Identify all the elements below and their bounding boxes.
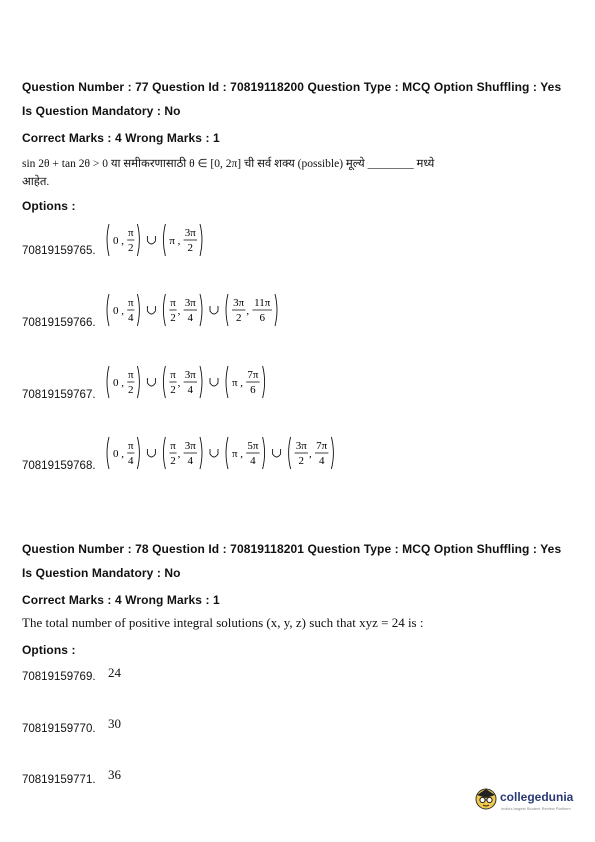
option-4-interval-3-right-paren bbox=[263, 437, 265, 469]
option-2-interval-2-lower-numerator: π bbox=[170, 297, 176, 309]
option-1-interval-1-left-paren bbox=[107, 224, 109, 256]
option-3-interval-2-lower-numerator: π bbox=[170, 369, 176, 381]
option-3-interval-2-lower-denominator: 2 bbox=[170, 384, 176, 396]
option-4-interval-4-comma: , bbox=[309, 448, 312, 460]
q78-option-3-value: 36 bbox=[108, 767, 121, 782]
option-2-interval-3-lower-denominator: 2 bbox=[235, 312, 242, 324]
option-4-interval-3-upper-numerator: 5π bbox=[247, 440, 259, 452]
q77-question-line2: आहेत. bbox=[22, 176, 50, 188]
option-3-interval-3-comma: , bbox=[240, 377, 243, 389]
option-1-interval-1-upper-numerator: π bbox=[128, 227, 134, 239]
option-2-interval-1-left-paren bbox=[107, 294, 109, 326]
q77-marks: Correct Marks : 4 Wrong Marks : 1 bbox=[22, 131, 220, 145]
option-4-interval-4-upper-numerator: 7π bbox=[316, 440, 328, 452]
option-3-interval-3-left-paren bbox=[226, 366, 228, 398]
union-symbol bbox=[210, 378, 218, 386]
q77-option-1-id: 70819159765. bbox=[22, 245, 96, 257]
option-1-interval-2-comma: , bbox=[177, 235, 181, 247]
q77-option-2-formula bbox=[103, 288, 583, 332]
option-2-interval-2-comma: , bbox=[177, 305, 181, 317]
collegedunia-logo bbox=[474, 786, 584, 816]
q77-option-2-id: 70819159766. bbox=[22, 317, 96, 329]
option-3-interval-1-left-paren bbox=[107, 366, 109, 398]
option-4-interval-3-lower-value: π bbox=[232, 448, 238, 460]
option-2-interval-3-right-paren bbox=[275, 294, 277, 326]
option-3-interval-1-comma: , bbox=[121, 377, 124, 389]
option-3-interval-2-right-paren bbox=[200, 366, 202, 398]
option-4-interval-2-comma: , bbox=[177, 448, 181, 460]
option-3-interval-2-upper-numerator: 3π bbox=[184, 369, 196, 381]
q77-options-label: Options : bbox=[22, 199, 76, 213]
union-symbol bbox=[147, 236, 155, 244]
option-4-interval-4-lower-numerator: 3π bbox=[295, 440, 307, 452]
q77-option-1-formula bbox=[103, 218, 583, 262]
union-symbol bbox=[210, 449, 218, 457]
union-symbol bbox=[273, 449, 281, 457]
option-1-interval-1-right-paren bbox=[137, 224, 139, 256]
q77-header-line1: Question Number : 77 Question Id : 70819118200 Question Type : MCQ Option Shuffling : Yes bbox=[22, 80, 562, 94]
option-2-interval-1-lower-value: 0 bbox=[113, 305, 119, 317]
q77-option-3-formula bbox=[103, 360, 583, 404]
option-4-interval-4-upper-denominator: 4 bbox=[318, 455, 325, 467]
option-1-interval-2-upper-numerator: 3π bbox=[184, 227, 196, 239]
option-2-interval-2-upper-numerator: 3π bbox=[184, 297, 196, 309]
option-2-interval-3-upper-denominator: 6 bbox=[259, 312, 265, 324]
option-3-interval-3-right-paren bbox=[263, 366, 265, 398]
option-3-interval-1-lower-value: 0 bbox=[113, 377, 119, 389]
option-4-interval-1-comma: , bbox=[121, 448, 124, 460]
option-2-interval-1-upper-numerator: π bbox=[128, 297, 134, 309]
logo-tagline: India's largest Student Review Platform bbox=[501, 806, 571, 811]
option-2-interval-2-left-paren bbox=[163, 294, 165, 326]
option-3-interval-1-right-paren bbox=[137, 366, 139, 398]
q77-header-line2: Is Question Mandatory : No bbox=[22, 104, 181, 118]
option-4-interval-2-right-paren bbox=[200, 437, 202, 469]
q78-option-3-id: 70819159771. bbox=[22, 774, 96, 786]
q77-option-4-formula bbox=[103, 431, 583, 475]
option-4-interval-4-right-paren bbox=[331, 437, 333, 469]
option-2-interval-3-upper-numerator: 11π bbox=[254, 297, 271, 309]
union-symbol bbox=[147, 449, 155, 457]
option-2-interval-1-right-paren bbox=[137, 294, 139, 326]
option-3-interval-2-upper-denominator: 4 bbox=[187, 384, 194, 396]
option-1-interval-2-lower-value: π bbox=[169, 235, 175, 247]
option-1-interval-1-comma: , bbox=[121, 235, 124, 247]
q78-marks: Correct Marks : 4 Wrong Marks : 1 bbox=[22, 593, 220, 607]
option-4-interval-4-lower-denominator: 2 bbox=[298, 455, 305, 467]
student-mascot-icon bbox=[474, 786, 498, 812]
q78-option-2-id: 70819159770. bbox=[22, 723, 96, 735]
q77-option-3-id: 70819159767. bbox=[22, 389, 96, 401]
option-2-interval-1-comma: , bbox=[121, 305, 124, 317]
option-4-interval-1-upper-denominator: 4 bbox=[128, 455, 134, 467]
option-4-interval-1-left-paren bbox=[107, 437, 109, 469]
q78-options-label: Options : bbox=[22, 643, 76, 657]
option-4-interval-1-right-paren bbox=[137, 437, 139, 469]
q78-option-1-value: 24 bbox=[108, 665, 121, 680]
union-symbol bbox=[147, 306, 155, 314]
q78-header-line2: Is Question Mandatory : No bbox=[22, 566, 181, 580]
option-4-interval-2-left-paren bbox=[163, 437, 165, 469]
union-symbol bbox=[147, 378, 155, 386]
option-3-interval-1-upper-denominator: 2 bbox=[128, 384, 134, 396]
option-1-interval-1-upper-denominator: 2 bbox=[128, 242, 134, 254]
option-3-interval-1-upper-numerator: π bbox=[128, 369, 134, 381]
option-1-interval-2-left-paren bbox=[163, 224, 165, 256]
option-1-interval-2-upper-denominator: 2 bbox=[187, 242, 194, 254]
option-2-interval-3-comma: , bbox=[246, 305, 250, 317]
option-2-interval-1-upper-denominator: 4 bbox=[128, 312, 134, 324]
option-1-interval-2-right-paren bbox=[200, 224, 202, 256]
option-2-interval-2-right-paren bbox=[200, 294, 202, 326]
option-3-interval-3-lower-value: π bbox=[232, 377, 238, 389]
option-3-interval-2-left-paren bbox=[163, 366, 165, 398]
option-4-interval-2-upper-denominator: 4 bbox=[187, 455, 194, 467]
q78-question: The total number of positive integral solutions (x, y, z) such that xyz = 24 is : bbox=[22, 615, 424, 630]
option-4-interval-4-left-paren bbox=[289, 437, 291, 469]
q78-option-1-id: 70819159769. bbox=[22, 671, 96, 683]
option-1-interval-1-lower-value: 0 bbox=[113, 235, 119, 247]
q78-header-line1: Question Number : 78 Question Id : 70819118201 Question Type : MCQ Option Shuffling : Yes bbox=[22, 542, 562, 556]
q77-question-line1: sin 2θ + tan 2θ > 0 या समीकरणासाठी θ ∈ [0, 2π] ची सर्व शक्य (possible) मूल्ये ________ मध्ये bbox=[22, 158, 435, 170]
q78-option-2-value: 30 bbox=[108, 716, 121, 731]
logo-name: collegedunia bbox=[500, 790, 574, 804]
option-4-interval-1-upper-numerator: π bbox=[128, 440, 134, 452]
union-symbol bbox=[210, 306, 218, 314]
option-3-interval-3-upper-denominator: 6 bbox=[250, 384, 256, 396]
option-3-interval-3-upper-numerator: 7π bbox=[247, 369, 259, 381]
option-2-interval-3-left-paren bbox=[226, 294, 228, 326]
option-2-interval-3-lower-numerator: 3π bbox=[233, 297, 245, 309]
option-4-interval-3-comma: , bbox=[240, 448, 243, 460]
q77-option-4-id: 70819159768. bbox=[22, 460, 96, 472]
option-4-interval-3-upper-denominator: 4 bbox=[250, 455, 256, 467]
option-4-interval-2-lower-denominator: 2 bbox=[170, 455, 176, 467]
option-2-interval-2-upper-denominator: 4 bbox=[187, 312, 194, 324]
option-4-interval-2-upper-numerator: 3π bbox=[184, 440, 196, 452]
option-4-interval-2-lower-numerator: π bbox=[170, 440, 176, 452]
option-3-interval-2-comma: , bbox=[177, 377, 181, 389]
option-4-interval-1-lower-value: 0 bbox=[113, 448, 119, 460]
option-4-interval-3-left-paren bbox=[226, 437, 228, 469]
option-2-interval-2-lower-denominator: 2 bbox=[170, 312, 176, 324]
